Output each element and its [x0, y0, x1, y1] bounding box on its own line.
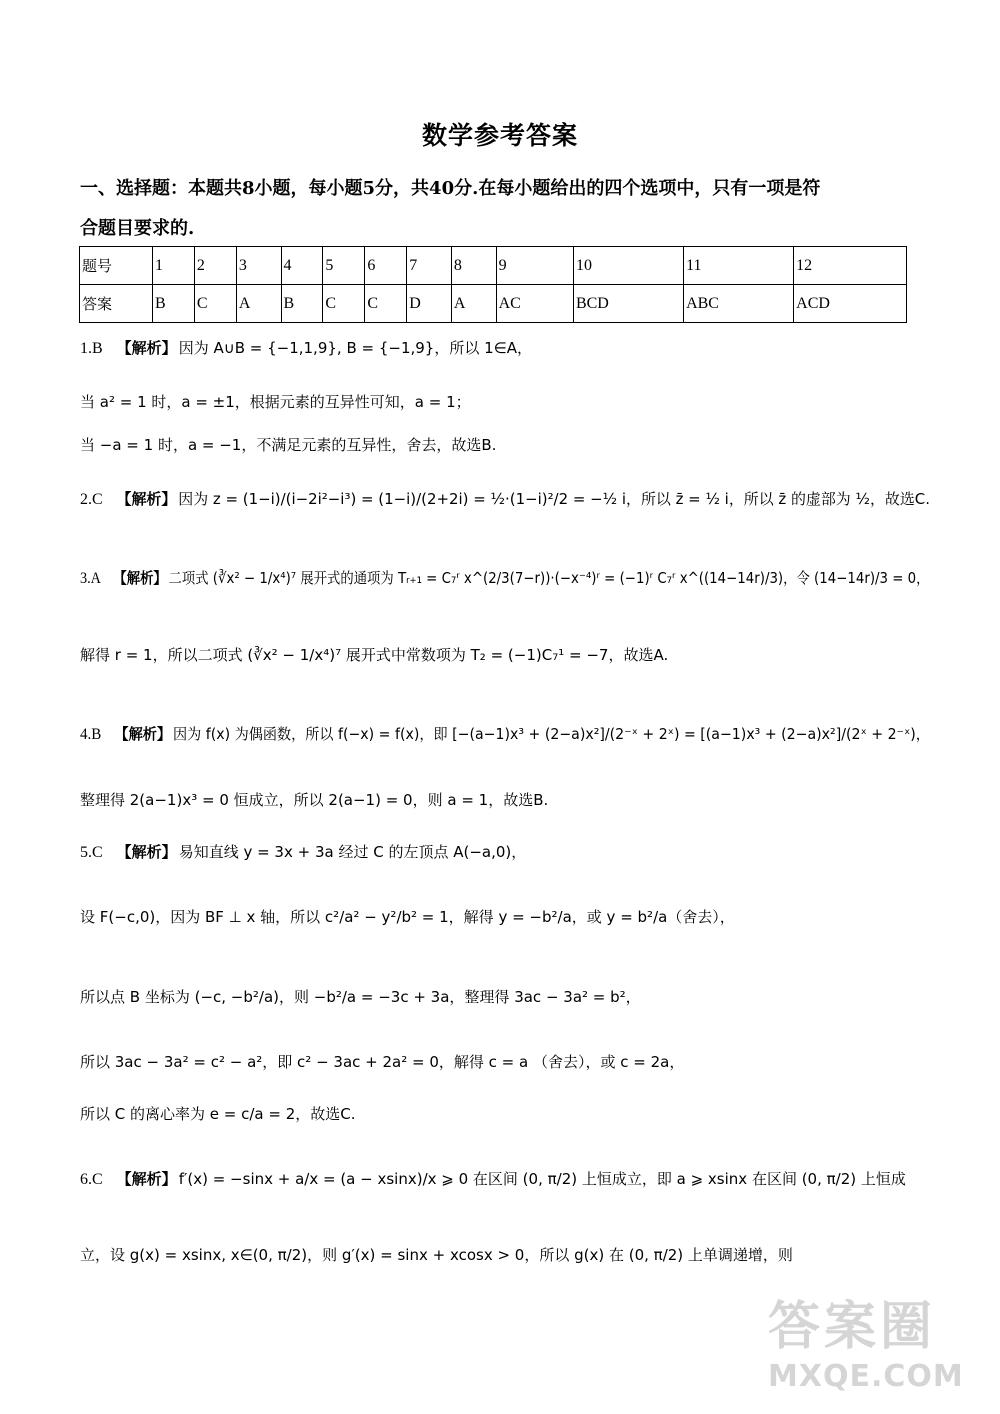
solution-number: 1.B — [80, 340, 103, 357]
table-cell: C — [323, 285, 365, 323]
solution-text: 因为 A∪B = {−1,1,9}, B = {−1,9}，所以 1∈A， — [178, 339, 532, 357]
solution-text: 解得 r = 1，所以二项式 (∛x² − 1/x⁴)⁷ 展开式中常数项为 T₂ = (−1)C₇¹ = −7，故选A. — [80, 646, 669, 664]
solution-tag: 【解析】 — [114, 725, 172, 743]
table-cell: 1 — [153, 247, 195, 285]
watermark-logo — [768, 1284, 978, 1404]
table-cell: B — [153, 285, 195, 323]
table-cell: ABC — [684, 285, 794, 323]
solution-number: 6.C — [80, 1171, 103, 1188]
solution-line — [80, 1244, 793, 1265]
section-heading-line2: 合题目要求的. — [80, 218, 195, 239]
table-cell: 7 — [407, 247, 452, 285]
solution-line — [80, 841, 526, 862]
table-cell: 8 — [451, 247, 496, 285]
solution-tag: 【解析】 — [116, 490, 177, 508]
solution-line — [80, 1103, 356, 1124]
solution-number: 5.C — [80, 844, 103, 861]
table-cell: 5 — [323, 247, 365, 285]
solution-tag: 【解析】 — [116, 339, 177, 357]
solution-line — [80, 986, 641, 1007]
solution-text: 立，设 g(x) = xsinx, x∈(0, π/2)，则 g′(x) = sinx + xcosx > 0，所以 g(x) 在 (0, π/2) 上单调递增，则 — [80, 1246, 793, 1264]
table-cell: B — [281, 285, 323, 323]
solution-text: 设 F(−c,0)，因为 BF ⊥ x 轴，所以 c²/a² − y²/b² = 1，解得 y = −b²/a，或 y = b²/a（舍去）， — [80, 908, 735, 926]
answer-table — [79, 246, 907, 323]
table-cell: 9 — [496, 247, 573, 285]
solution-line — [80, 906, 735, 927]
table-row-numbers — [80, 247, 907, 285]
solution-number: 2.C — [80, 491, 103, 508]
solution-text: 因为 z = (1−i)/(i−2i²−i³) = (1−i)/(2+2i) = ½·(1−i)²/2 = −½ i，所以 z̄ = ½ i，所以 z̄ 的虚部为 ½，故选C. — [178, 490, 930, 508]
table-cell: 2 — [194, 247, 236, 285]
solution-line — [80, 434, 496, 455]
solution-text: 整理得 2(a−1)x³ = 0 恒成立，所以 2(a−1) = 0，则 a = 1，故选B. — [80, 791, 549, 809]
solution-text: 二项式 (∛x² − 1/x⁴)⁷ 展开式的通项为 Tᵣ₊₁ = C₇ʳ x^(2/3(7−r))·(−x⁻⁴)ʳ = (−1)ʳ C₇ʳ x^((14−14r)/3)，令 (14−14r)/3 = 0， — [168, 569, 930, 587]
solution-tag: 【解析】 — [116, 843, 177, 861]
table-cell: D — [407, 285, 452, 323]
solution-line — [80, 337, 532, 358]
table-cell: A — [451, 285, 496, 323]
table-cell: 6 — [365, 247, 407, 285]
solution-line — [80, 1168, 906, 1189]
solution-line — [80, 723, 930, 744]
solution-line — [80, 789, 548, 810]
solution-text: 所以 C 的离心率为 e = c/a = 2，故选C. — [80, 1105, 356, 1123]
table-cell: BCD — [573, 285, 683, 323]
solution-text: 当 a² = 1 时，a = ±1，根据元素的互异性可知，a = 1； — [80, 393, 471, 411]
table-cell: 10 — [573, 247, 683, 285]
solution-line — [80, 488, 930, 509]
table-cell: AC — [496, 285, 573, 323]
table-cell: 12 — [794, 247, 907, 285]
solution-text: 当 −a = 1 时，a = −1，不满足元素的互异性，舍去，故选B. — [80, 436, 497, 454]
table-cell: 3 — [236, 247, 281, 285]
solution-text: 所以点 B 坐标为 (−c, −b²/a)，则 −b²/a = −3c + 3a，整理得 3ac − 3a² = b²， — [80, 988, 641, 1006]
table-cell: C — [194, 285, 236, 323]
table-cell: A — [236, 285, 281, 323]
solution-text: 所以 3ac − 3a² = c² − a²，即 c² − 3ac + 2a² = 0，解得 c = a （舍去），或 c = 2a， — [80, 1053, 685, 1071]
page-title: 数学参考答案 — [421, 121, 578, 150]
solution-tag: 【解析】 — [113, 569, 167, 587]
section-heading-line1: 一、选择题：本题共8小题，每小题5分，共40分.在每小题给出的四个选项中，只有一项是符 — [80, 178, 821, 199]
solution-text: f′(x) = −sinx + a/x = (a − xsinx)/x ⩾ 0 在区间 (0, π/2) 上恒成立，即 a ⩾ xsinx 在区间 (0, π/2) 上恒成 — [178, 1170, 906, 1188]
row-label-number: 题号 — [80, 247, 153, 285]
table-cell: 4 — [281, 247, 323, 285]
solution-number: 3.A — [80, 570, 101, 587]
watermark-top-text: 答案圈 — [768, 1297, 937, 1357]
table-cell: ACD — [794, 285, 907, 323]
solution-line — [80, 1051, 684, 1072]
table-cell: 11 — [684, 247, 794, 285]
solution-line — [80, 391, 471, 412]
row-label-answer: 答案 — [80, 285, 153, 323]
solution-text: 因为 f(x) 为偶函数，所以 f(−x) = f(x)，即 [−(a−1)x³ + (2−a)x²]/(2⁻ˣ + 2ˣ) = [(a−1)x³ + (2−a)x²]/(2ˣ + 2⁻ˣ)， — [172, 725, 930, 743]
solution-line — [80, 644, 668, 665]
solution-tag: 【解析】 — [116, 1170, 177, 1188]
solution-text: 易知直线 y = 3x + 3a 经过 C 的左顶点 A(−a,0)， — [178, 843, 527, 861]
watermark-bottom-text: MXQE.COM — [768, 1359, 964, 1394]
solution-number: 4.B — [80, 726, 102, 743]
table-cell: C — [365, 285, 407, 323]
table-row-answers — [80, 285, 907, 323]
solution-line — [80, 567, 929, 588]
